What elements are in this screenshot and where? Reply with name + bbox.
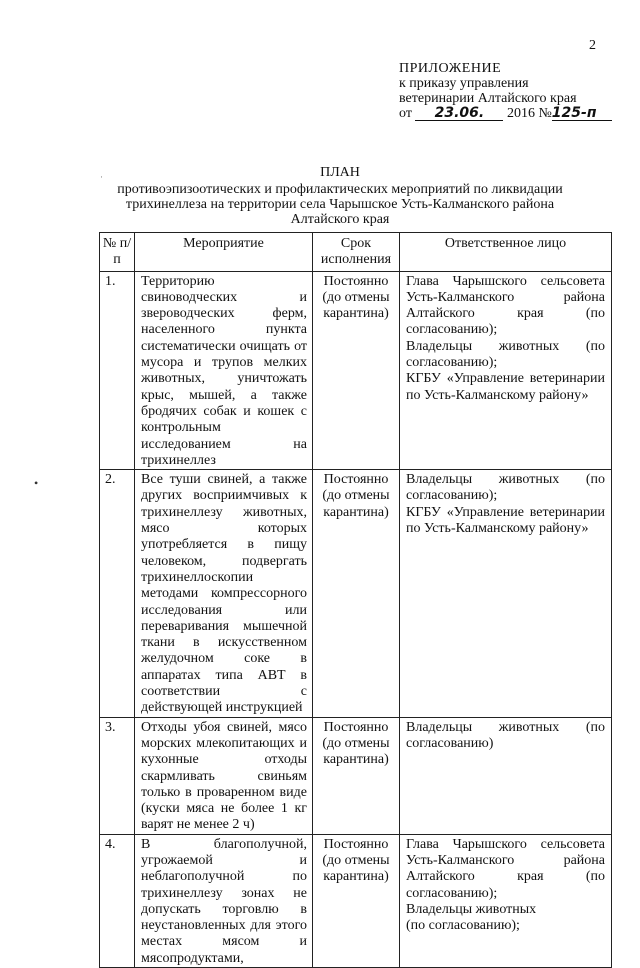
scan-speck: · xyxy=(100,172,103,182)
appendix-title: ПРИЛОЖЕНИЕ xyxy=(399,61,502,76)
table-row xyxy=(100,271,612,470)
appendix-line-1: к приказу управления xyxy=(399,76,529,91)
header-responsible: Ответственное лицо xyxy=(400,233,612,272)
row-responsible xyxy=(400,834,612,967)
order-number: 125-п xyxy=(551,105,597,121)
header-measure: Мероприятие xyxy=(135,233,313,272)
measures-table xyxy=(99,232,612,968)
responsible-line: Владельцы животных xyxy=(406,901,537,917)
table-row xyxy=(100,470,612,717)
number-underline xyxy=(552,107,612,121)
plan-subtitle-1: противоэпизоотических и профилактических мероприятий по ликвидации xyxy=(117,182,563,197)
plan-subtitle-3: Алтайского края xyxy=(290,212,390,227)
row-measure: Отходы убоя свиней, мясо морских млекопитающих и кухонные отходы скармливать свиньям только в проваренном виде (куски мяса не более 1 кг варят не менее 2 ч) xyxy=(135,717,313,834)
row-num: 4. xyxy=(100,834,135,967)
header-num: № п/п xyxy=(100,233,135,272)
table-row xyxy=(100,717,612,834)
row-responsible xyxy=(400,717,612,834)
responsible-line: Глава Чарышского сельсовета Усть-Калманского района Алтайского края (по согласованию); xyxy=(406,273,605,338)
plan-title: ПЛАН xyxy=(320,165,360,180)
responsible-line: Глава Чарышского сельсовета Усть-Калманского района Алтайского края (по согласованию); xyxy=(406,836,605,901)
responsible-line: Владельцы животных (по согласованию); xyxy=(406,338,605,371)
row-num: 1. xyxy=(100,271,135,470)
row-term: Постоянно (до отмены карантина) xyxy=(313,271,400,470)
appendix-line-2: ветеринарии Алтайского края xyxy=(399,91,577,106)
row-num: 3. xyxy=(100,717,135,834)
row-responsible xyxy=(400,271,612,470)
responsible-line: Владельцы животных (по согласованию) xyxy=(406,719,605,751)
responsible-line: Владельцы животных (по согласованию); xyxy=(406,472,605,504)
from-label: от xyxy=(399,106,412,121)
row-measure: Все туши свиней, а также других восприимчивых к трихинеллезу животных, мясо которых употребляется в пищу человеком, подвергать трихинеллоскопии методами компрессорного исследования или переваривания мышечной ткани в искусственном желудочном соке в аппаратах типа АВТ в соответствии с действующей инструкцией xyxy=(135,470,313,717)
row-term: Постоянно (до отмены карантина) xyxy=(313,470,400,717)
table-row xyxy=(100,834,612,967)
appendix-block xyxy=(399,61,612,121)
row-measure: В благополучной, угрожаемой и неблагополучной по трихинеллезу зонах не допускать торговлю в неустановленных для этого местах мясом и мясопродуктами, xyxy=(135,834,313,967)
order-date: 23.06. xyxy=(434,105,485,121)
table-header-row xyxy=(100,233,612,272)
plan-subtitle-2: трихинеллеза на территории села Чарышское Усть-Калманского района xyxy=(125,197,555,212)
row-measure: Территорию свиноводческих и звероводческих ферм, населенного пункта систематически очищать от мусора и трупов мелких животных, уничтожать крыс, мышей, а также бродячих собак и кошек с контрольным исследованием на трихинеллез xyxy=(135,271,313,470)
header-term: Срок исполнения xyxy=(313,233,400,272)
responsible-line: КГБУ «Управление ветеринарии по Усть-Калманскому району» xyxy=(406,371,605,403)
row-num: 2. xyxy=(100,470,135,717)
responsible-line: КГБУ «Управление ветеринарии по Усть-Калманскому району» xyxy=(406,504,605,537)
plan-heading xyxy=(90,165,590,227)
row-term: Постоянно (до отмены карантина) xyxy=(313,834,400,967)
page-number: 2 xyxy=(589,38,596,53)
scan-speck: • xyxy=(34,476,39,490)
order-year: 2016 № xyxy=(506,106,552,121)
row-term: Постоянно (до отмены карантина) xyxy=(313,717,400,834)
row-responsible xyxy=(400,470,612,717)
date-underline xyxy=(415,107,503,121)
responsible-line: (по согласованию); xyxy=(406,918,520,934)
appendix-date-line xyxy=(399,106,612,121)
